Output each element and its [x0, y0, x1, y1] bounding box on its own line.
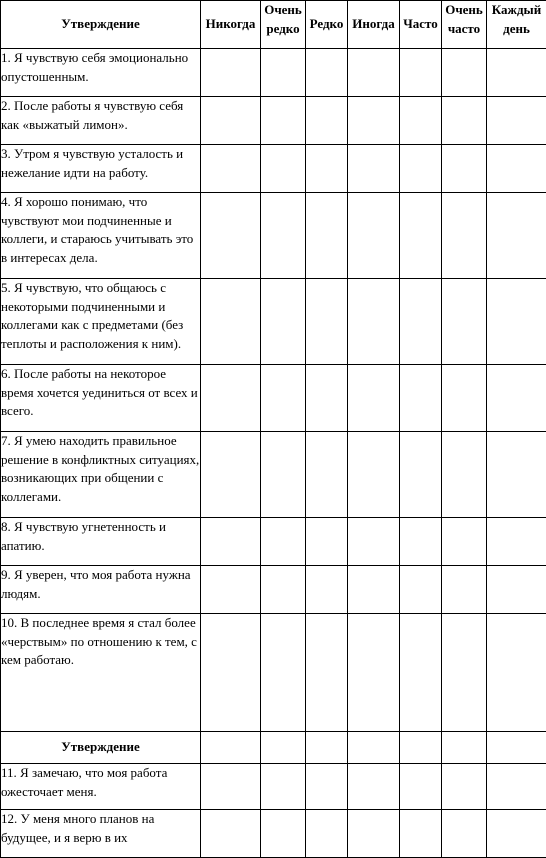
answer-cell[interactable]	[487, 432, 546, 518]
statement-text: 8. Я чувствую угнетенность и апатию.	[1, 518, 201, 566]
answer-cell[interactable]	[400, 810, 442, 858]
answer-cell[interactable]	[348, 49, 400, 97]
answer-cell[interactable]	[487, 518, 546, 566]
statement-text: 7. Я умею находить правильное решение в конфликтных ситуациях, возникающих при общении с коллегами.	[1, 432, 201, 518]
subheader-blank-cell	[487, 732, 546, 764]
answer-cell[interactable]	[201, 97, 261, 145]
answer-cell[interactable]	[201, 365, 261, 432]
answer-cell[interactable]	[306, 566, 348, 614]
answer-cell[interactable]	[348, 810, 400, 858]
answer-cell[interactable]	[442, 193, 487, 279]
answer-cell[interactable]	[201, 279, 261, 365]
statement-row	[1, 764, 546, 810]
header-row	[1, 1, 546, 49]
answer-cell[interactable]	[261, 193, 306, 279]
answer-cell[interactable]	[442, 810, 487, 858]
answer-cell[interactable]	[306, 193, 348, 279]
statement-text: 2. После работы я чувствую себя как «выжатый лимон».	[1, 97, 201, 145]
header-option-sometimes: Иногда	[348, 1, 400, 49]
statement-text: 11. Я замечаю, что моя работа ожесточает меня.	[1, 764, 201, 810]
subheader-section	[1, 732, 546, 764]
statement-row	[1, 566, 546, 614]
statement-text: 4. Я хорошо понимаю, что чувствуют мои подчиненные и коллеги, и стараюсь учитывать это в интересах дела.	[1, 193, 201, 279]
statement-row	[1, 432, 546, 518]
statement-row	[1, 145, 546, 193]
answer-cell[interactable]	[442, 566, 487, 614]
answer-cell[interactable]	[442, 764, 487, 810]
answer-cell[interactable]	[201, 518, 261, 566]
answer-cell[interactable]	[201, 193, 261, 279]
answer-cell[interactable]	[261, 432, 306, 518]
answer-cell[interactable]	[400, 764, 442, 810]
statement-row	[1, 614, 546, 732]
subheader-blank-cell	[261, 732, 306, 764]
subheader-blank-cell	[442, 732, 487, 764]
statement-text: 9. Я уверен, что моя работа нужна людям.	[1, 566, 201, 614]
answer-cell[interactable]	[201, 810, 261, 858]
answer-cell[interactable]	[261, 518, 306, 566]
statements-part2	[1, 764, 546, 858]
answer-cell[interactable]	[306, 49, 348, 97]
answer-cell[interactable]	[400, 97, 442, 145]
answer-cell[interactable]	[348, 279, 400, 365]
answer-cell[interactable]	[348, 193, 400, 279]
answer-cell[interactable]	[442, 518, 487, 566]
answer-cell[interactable]	[487, 764, 546, 810]
header-option-often: Часто	[400, 1, 442, 49]
statement-text: 12. У меня много планов на будущее, и я верю в их	[1, 810, 201, 858]
answer-cell[interactable]	[201, 145, 261, 193]
answer-cell[interactable]	[487, 365, 546, 432]
answer-cell[interactable]	[487, 193, 546, 279]
statement-row	[1, 810, 546, 858]
answer-cell[interactable]	[261, 566, 306, 614]
subheader-blank-cell	[306, 732, 348, 764]
statements-part1	[1, 49, 546, 732]
answer-cell[interactable]	[348, 145, 400, 193]
statement-text: 10. В последнее время я стал более «черствым» по отношению к тем, с кем работаю.	[1, 614, 201, 732]
answer-cell[interactable]	[261, 49, 306, 97]
answer-cell[interactable]	[306, 614, 348, 732]
answer-cell[interactable]	[261, 279, 306, 365]
answer-cell[interactable]	[201, 614, 261, 732]
answer-cell[interactable]	[261, 810, 306, 858]
answer-cell[interactable]	[487, 49, 546, 97]
subheader-row	[1, 732, 546, 764]
statement-text: 5. Я чувствую, что общаюсь с некоторыми подчиненными и коллегами как с предметами (без теплоты и расположения к ним).	[1, 279, 201, 365]
answer-cell[interactable]	[306, 810, 348, 858]
answer-cell[interactable]	[306, 764, 348, 810]
answer-cell[interactable]	[348, 365, 400, 432]
answer-cell[interactable]	[442, 614, 487, 732]
answer-cell[interactable]	[201, 764, 261, 810]
answer-cell[interactable]	[400, 279, 442, 365]
subheader-statement: Утверждение	[1, 732, 201, 764]
answer-cell[interactable]	[487, 145, 546, 193]
answer-cell[interactable]	[306, 518, 348, 566]
answer-cell[interactable]	[348, 432, 400, 518]
subheader-blank-cell	[201, 732, 261, 764]
answer-cell[interactable]	[442, 97, 487, 145]
statement-row	[1, 518, 546, 566]
header-option-rarely: Редко	[306, 1, 348, 49]
answer-cell[interactable]	[261, 764, 306, 810]
answer-cell[interactable]	[201, 49, 261, 97]
answer-cell[interactable]	[348, 518, 400, 566]
answer-cell[interactable]	[400, 518, 442, 566]
answer-cell[interactable]	[400, 614, 442, 732]
answer-cell[interactable]	[348, 614, 400, 732]
answer-cell[interactable]	[400, 365, 442, 432]
answer-cell[interactable]	[487, 279, 546, 365]
answer-cell[interactable]	[348, 97, 400, 145]
answer-cell[interactable]	[261, 365, 306, 432]
statement-text: 1. Я чувствую себя эмоционально опустошенным.	[1, 49, 201, 97]
subheader-blank-cell	[400, 732, 442, 764]
header-option-every-day: Каждый день	[487, 1, 546, 49]
header-option-very-rarely: Очень редко	[261, 1, 306, 49]
answer-cell[interactable]	[487, 810, 546, 858]
answer-cell[interactable]	[306, 432, 348, 518]
header-option-very-often: Очень часто	[442, 1, 487, 49]
statement-text: 6. После работы на некоторое время хочется уединиться от всех и всего.	[1, 365, 201, 432]
subheader-blank-cell	[348, 732, 400, 764]
answer-cell[interactable]	[400, 432, 442, 518]
answer-cell[interactable]	[348, 566, 400, 614]
answer-cell[interactable]	[261, 614, 306, 732]
answer-cell[interactable]	[400, 566, 442, 614]
statement-row	[1, 97, 546, 145]
answer-cell[interactable]	[261, 97, 306, 145]
statement-row	[1, 193, 546, 279]
statement-row	[1, 49, 546, 97]
answer-cell[interactable]	[306, 97, 348, 145]
answer-cell[interactable]	[487, 97, 546, 145]
answer-cell[interactable]	[261, 145, 306, 193]
answer-cell[interactable]	[442, 365, 487, 432]
answer-cell[interactable]	[442, 145, 487, 193]
answer-cell[interactable]	[400, 145, 442, 193]
answer-cell[interactable]	[306, 145, 348, 193]
answer-cell[interactable]	[487, 566, 546, 614]
statement-text: 3. Утром я чувствую усталость и нежелание идти на работу.	[1, 145, 201, 193]
answer-cell[interactable]	[442, 432, 487, 518]
header-option-never: Никогда	[201, 1, 261, 49]
answer-cell[interactable]	[306, 279, 348, 365]
answer-cell[interactable]	[442, 279, 487, 365]
answer-cell[interactable]	[487, 614, 546, 732]
answer-cell[interactable]	[400, 49, 442, 97]
answer-cell[interactable]	[442, 49, 487, 97]
answer-cell[interactable]	[400, 193, 442, 279]
statement-row	[1, 279, 546, 365]
header-statement: Утверждение	[1, 1, 201, 49]
answer-cell[interactable]	[201, 566, 261, 614]
answer-cell[interactable]	[306, 365, 348, 432]
answer-cell[interactable]	[201, 432, 261, 518]
statement-row	[1, 365, 546, 432]
answer-cell[interactable]	[348, 764, 400, 810]
